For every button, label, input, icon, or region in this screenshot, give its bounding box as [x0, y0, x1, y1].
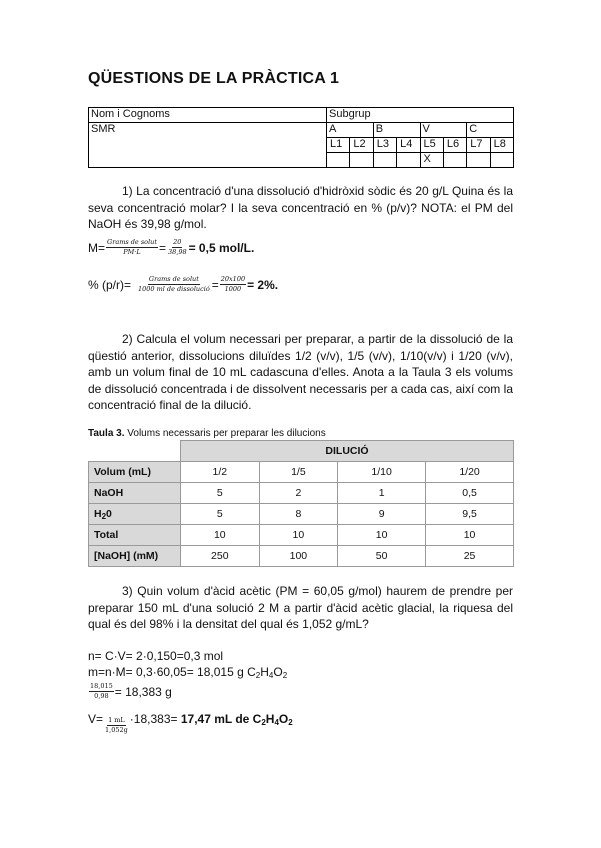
row-label: Volum (mL)	[89, 462, 181, 483]
table-cell: 1/10	[338, 462, 426, 483]
table-corner	[89, 441, 181, 462]
page-title: QÜESTIONS DE LA PRÀCTICA 1	[88, 70, 340, 87]
dilution-table	[88, 440, 514, 567]
question-1-text: 1) La concentració d'una dissolució d'hidròxid sòdic és 20 g/L Quina és la seva concentració molar? I la seva concentració en % (p/v)? NOTA: el PM del NaOH és 39,98 g/mol.	[88, 184, 513, 231]
table-cell: 10	[426, 525, 514, 546]
table-cell: 0,5	[426, 483, 514, 504]
table-cell: 5	[181, 483, 260, 504]
mark-cell	[490, 153, 513, 168]
table-cell: 50	[338, 546, 426, 567]
calc-mass: m=n·M= 0,3·60,05= 18,015 g $C_2H_4O_2$	[88, 665, 288, 680]
table-cell: 5	[181, 504, 260, 525]
mark-cell	[373, 153, 396, 168]
table-cell: 10	[338, 525, 426, 546]
group-b-cell: B	[373, 123, 420, 138]
table-row	[89, 462, 514, 483]
group-v-cell: V	[420, 123, 467, 138]
row-label: $H_20$	[89, 504, 181, 525]
table-cell: 2	[259, 483, 338, 504]
table-cell: 250	[181, 546, 260, 567]
dilution-header: DILUCIÓ	[181, 441, 514, 462]
table-cell: 1/2	[181, 462, 260, 483]
table-cell: 10	[181, 525, 260, 546]
table-row	[89, 504, 514, 525]
mark-cell	[467, 153, 490, 168]
subgroup-label-cell: Subgrup	[327, 108, 514, 123]
lab-cell: L7	[467, 138, 490, 153]
calc-mass-corrected: $\frac{18,015}{0,98}$ = 18,383 g	[90, 682, 172, 700]
table-row	[89, 483, 514, 504]
mark-cell	[397, 153, 420, 168]
lab-cell: L6	[443, 138, 466, 153]
table-row	[89, 546, 514, 567]
table-cell: 9	[338, 504, 426, 525]
table-row	[89, 525, 514, 546]
table-cell: 1/5	[259, 462, 338, 483]
calc-moles: n= C·V= 2·0,150=0,3 mol	[88, 649, 224, 663]
table-cell: 1/20	[426, 462, 514, 483]
lab-cell: L8	[490, 138, 513, 153]
table-cell: 1	[338, 483, 426, 504]
lab-cell: L4	[397, 138, 420, 153]
table-cell: 10	[259, 525, 338, 546]
lab-cell: L5	[420, 138, 443, 153]
row-label: NaOH	[89, 483, 181, 504]
lab-cell: L2	[350, 138, 373, 153]
table-3-caption: Taula 3. Volums necessaris per preparar les dilucions	[88, 428, 326, 439]
question-2-text: 2) Calcula el volum necessari per preparar, a partir de la dissolució de la qüestió anterior, dissolucions diluïdes 1/2 (v/v), 1/5 (v/v), 1/10(v/v) i 1/20 (v/v), amb un volum final de 10 mL cadascuna d'elles. Anota a la Taula 3 els volums de dissolució concentrada i de dissolvent necessaris per a cada cas, així com la concentració final de la dilució.	[88, 332, 513, 412]
calc-volume: V= $\frac{1 mL}{1,052g}$ ·18,383= 17,47 mL de $C_2H_4O_2$	[88, 711, 293, 734]
table-cell: 8	[259, 504, 338, 525]
course-cell: SMR	[89, 123, 327, 168]
question-3-text: 3) Quin volum d'àcid acètic (PM = 60,05 g/mol) haurem de prendre per preparar 150 mL d'una solució 2 M a partir d'àcid acètic glacial, la riquesa del qual és del 98% i la densitat del qual és 1,052 g/mL?	[88, 584, 513, 631]
group-a-cell: A	[327, 123, 374, 138]
lab-cell: L1	[327, 138, 350, 153]
lab-cell: L3	[373, 138, 396, 153]
mark-cell	[327, 153, 350, 168]
mark-cell	[443, 153, 466, 168]
student-info-table	[88, 107, 514, 168]
percent-formula: % (p/r)= $\frac{\text{Grams de solut}}{\text{1000 ml de dissolució}}$ = $\frac{20x100}{1000}$ = 2%.	[88, 275, 279, 293]
mark-cell	[350, 153, 373, 168]
table-cell: 9,5	[426, 504, 514, 525]
table-cell: 100	[259, 546, 338, 567]
row-label: [NaOH] (mM)	[89, 546, 181, 567]
selected-mark-cell: X	[420, 153, 443, 168]
row-label: Total	[89, 525, 181, 546]
name-label-cell: Nom i Cognoms	[89, 108, 327, 123]
molarity-formula: M= $\frac{\text{Grams de solut}}{PM\cdot L}$ = $\frac{20}{38,98}$ = 0,5 mol/L.	[88, 238, 255, 256]
group-c-cell: C	[467, 123, 514, 138]
table-cell: 25	[426, 546, 514, 567]
